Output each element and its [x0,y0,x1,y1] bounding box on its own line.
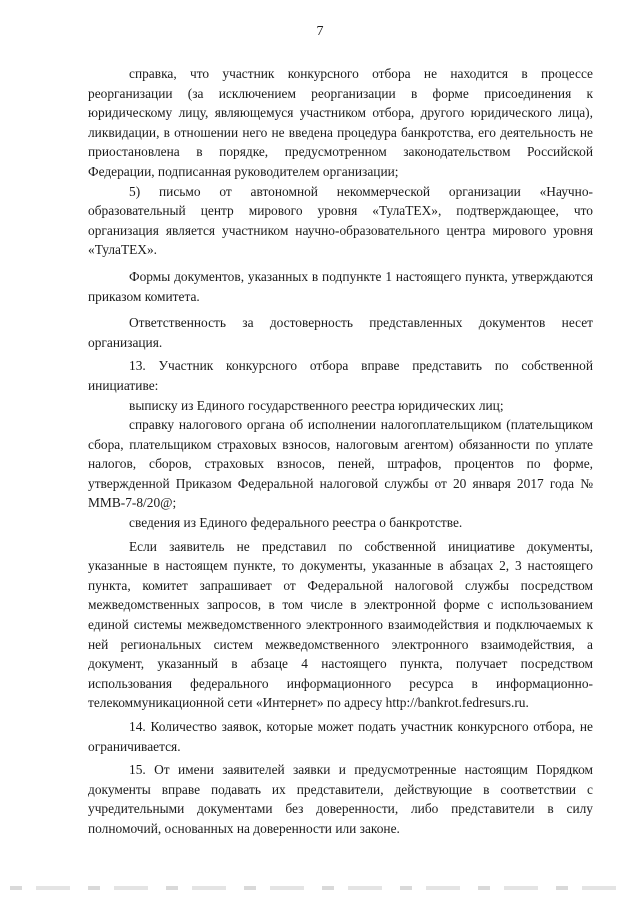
scan-artifact-line [10,886,630,890]
paragraph-item-14: 14. Количество заявок, которые может подать участник конкурсного отбора, не ограничивается. [88,719,593,754]
paragraph-interagency-requests: Если заявитель не представил по собственной инициативе документы, указанные в настоящем пункте, то документы, указанные в абзацах 2, 3 настоящего пункта, комитет запрашивает от Федеральной налоговой службы посредством межведомственных запросов, в том числе в электронной форме с использованием единой системы межведомственного электронного взаимодействия и подключаемых к ней региональных систем межведомственного электронного взаимодействия, а документ, указанный в абзаце 4 настоящего пункта, получает посредством использования федерального информационного ресурса в информационно-телекоммуникационной сети «Интернет» по адресу http://bankrot.fedresurs.ru. [88,538,593,711]
paragraph-responsibility: Ответственность за достоверность представленных документов несет организация. [88,315,593,350]
paragraph-letter-tulatech: 5) письмо от автономной некоммерческой организации «Научно-образовательный центр мирового уровня «ТулаТЕХ», подтверждающее, что организация является участником научно-образовательного центра мирового уровня «ТулаТЕХ». [88,183,593,258]
paragraph-item-13: 13. Участник конкурсного отбора вправе представить по собственной инициативе: [88,358,593,393]
paragraph-egrul-extract: выписку из Единого государственного реестра юридических лиц; [129,397,504,413]
page-number: 7 [316,24,324,39]
paragraph-item-15: 15. От имени заявителей заявки и предусмотренные настоящим Порядком документы вправе подавать их представители, действующие в соответствии с учредительными документами без доверенности, либо представители в силу полномочий, основанных на доверенности или законе. [88,762,593,836]
paragraph-document-forms: Формы документов, указанных в подпункте 1 настоящего пункта, утверждаются приказом комитета. [88,268,593,304]
paragraph-bankruptcy-registry: сведения из Единого федерального реестра о банкротстве. [129,515,463,531]
paragraph-certificate: справка, что участник конкурсного отбора не находится в процессе реорганизации (за исключением реорганизации в форме присоединения к юридическому лицу, являющемуся участником отбора, другого юридического лица), ликвидации, в отношении него не введена процедура банкротства, его деятельность не приостановлена в порядке, предусмотренном законодательством Российской Федерации, подписанная руководителем организации; [88,66,593,179]
paragraph-tax-certificate: справку налогового органа об исполнении налогоплательщиком (плательщиком сбора, плательщиком страховых взносов, налоговым агентом) обязанности по уплате налогов, сборов, страховых взносов, пеней, штрафов, процентов по форме, утвержденной Приказом Федеральной налоговой службы от 20 января 2017 года № ММВ-7-8/20@; [88,417,593,511]
document-body [88,64,593,839]
